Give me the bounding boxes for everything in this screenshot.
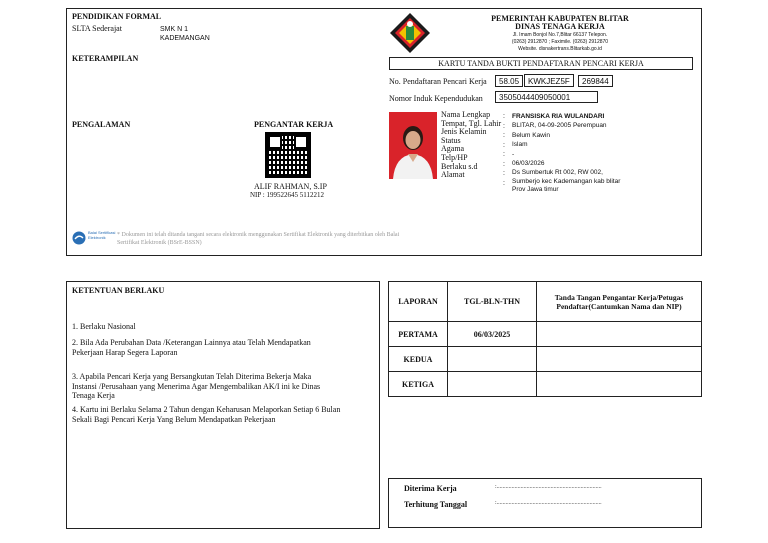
header-agency-line: DINAS TENAGA KERJA bbox=[515, 22, 605, 31]
header-gov-line: PEMERINTAH KABUPATEN BLITAR bbox=[491, 14, 629, 23]
header-website: Website. disnakertrans.Blitarkab.go.id bbox=[518, 46, 602, 52]
bsre-logo-text: Balai Sertifikasi Elektronik bbox=[88, 230, 116, 240]
value-gender: Belum Kawin bbox=[512, 131, 550, 139]
nik-value: 3505044409050001 bbox=[495, 91, 598, 103]
nik-label: Nomor Induk Kependudukan bbox=[389, 94, 483, 103]
accepted-label: Diterima Kerja bbox=[404, 484, 457, 493]
report-col-signature: Tanda Tangan Pengantar Kerja/Petugas Pendaftar(Cantumkan Nama dan NIP) bbox=[537, 282, 702, 322]
registration-label: No. Pendaftaran Pencari Kerja bbox=[389, 77, 487, 86]
report-row bbox=[389, 372, 702, 397]
report-row bbox=[389, 322, 702, 347]
person-values bbox=[512, 112, 632, 194]
e-sign-disclaimer: * Dokumen ini telah ditanda tangani secara elektronik menggunakan Sertifikat Elektronik yang diterbitkan oleh Balai Sertifikat Elektronik (BSrE-BSSN) bbox=[117, 232, 400, 246]
officer-nip: NIP : 199522645 5112212 bbox=[250, 191, 324, 199]
label-religion: Agama bbox=[441, 144, 465, 154]
label-phone: Telp/HP bbox=[441, 152, 468, 162]
rule-item-2: 2. Bila Ada Perubahan Data /Keterangan Lainnya atau Telah Mendapatkan Pekerjaan Harap Segera Laporan bbox=[72, 338, 311, 357]
report-row-date: 06/03/2025 bbox=[448, 322, 537, 347]
applicant-photo bbox=[389, 112, 437, 179]
rule-item-3: 3. Apabila Pencari Kerja yang Bersangkutan Telah Diterima Bekerja Maka Instansi /Perusahaan yang Menerima Agar Mengembalikan AK/I ini ke Dinas Tenaga Kerja bbox=[72, 372, 321, 400]
label-birth: Tempat, Tgl. Lahir bbox=[441, 118, 502, 128]
counted-label: Terhitung Tanggal bbox=[404, 500, 468, 509]
value-religion: - bbox=[512, 150, 515, 158]
officer-name: ALIF RAHMAN, S.IP bbox=[254, 182, 327, 191]
blitar-logo bbox=[389, 12, 431, 54]
report-row bbox=[389, 347, 702, 372]
header-phone: (0263) 2912870 ; Faximile. (0263) 2912870 bbox=[511, 39, 609, 45]
report-row-label: KEDUA bbox=[389, 347, 448, 372]
value-phone: 06/03/2026 bbox=[512, 160, 545, 168]
person-labels bbox=[441, 111, 501, 180]
header-address: Jl. Imam Bonjol No.7,Blitar 66137 Telepon. bbox=[512, 32, 608, 38]
value-status: Islam bbox=[512, 141, 528, 149]
card-title: KARTU TANDA BUKTI PENDAFTARAN PENCARI KERJA bbox=[389, 57, 693, 70]
introducer-title: PENGANTAR KERJA bbox=[254, 120, 334, 129]
registration-part3: 269844 bbox=[578, 75, 613, 87]
registration-part2: KWKJEZ5F bbox=[524, 74, 574, 87]
value-valid-until: Ds Sumbertuk Rt 002, RW 002, bbox=[512, 169, 603, 177]
label-gender: Jenis Kelamin bbox=[441, 127, 487, 137]
label-valid-until: Berlaku s.d bbox=[441, 161, 478, 171]
value-address: Sumberjo kec Kademangan kab blitar Prov Jawa timur bbox=[512, 177, 621, 193]
report-table bbox=[388, 281, 702, 397]
person-colons: : : : : : : : : bbox=[503, 113, 505, 187]
value-name: FRANSISKA RIA WULANDARI bbox=[512, 113, 605, 120]
rules-title: KETENTUAN BERLAKU bbox=[72, 286, 165, 295]
education-level: SLTA Sederajat bbox=[72, 24, 122, 33]
rule-item-1: 1. Berlaku Nasional bbox=[72, 322, 136, 331]
registration-part1: 58.05 bbox=[495, 75, 523, 87]
education-title: PENDIDIKAN FORMAL bbox=[72, 12, 162, 21]
bsre-logo bbox=[72, 230, 116, 245]
report-col-laporan: LAPORAN bbox=[389, 282, 448, 322]
report-row-date bbox=[448, 372, 537, 397]
rule-item-4: 4. Kartu ini Berlaku Selama 2 Tahun dengan Keharusan Melaporkan Setiap 6 Bulan Sekali Bagi Pencari Kerja Yang Belum Mendapatkan Pekerjaan bbox=[72, 405, 341, 424]
report-col-date: TGL-BLN-THN bbox=[448, 282, 537, 322]
value-birth: BLITAR, 04-09-2005 Perempuan bbox=[512, 122, 607, 130]
report-row-signature bbox=[537, 347, 702, 372]
school-name: SMK N 1 KADEMANGAN bbox=[160, 26, 210, 42]
label-address: Alamat bbox=[441, 170, 465, 180]
label-name: Nama Lengkap bbox=[441, 110, 491, 119]
experience-title: PENGALAMAN bbox=[72, 120, 131, 129]
report-row-label: KETIGA bbox=[389, 372, 448, 397]
counted-value: :...................................................................... bbox=[495, 500, 602, 506]
report-row-signature bbox=[537, 372, 702, 397]
report-row-label: PERTAMA bbox=[389, 322, 448, 347]
report-row-signature bbox=[537, 322, 702, 347]
qr-code bbox=[265, 132, 311, 178]
report-row-date bbox=[448, 347, 537, 372]
label-status: Status bbox=[441, 135, 461, 145]
accepted-value: :...................................................................... bbox=[495, 484, 602, 490]
skills-title: KETERAMPILAN bbox=[72, 54, 139, 63]
